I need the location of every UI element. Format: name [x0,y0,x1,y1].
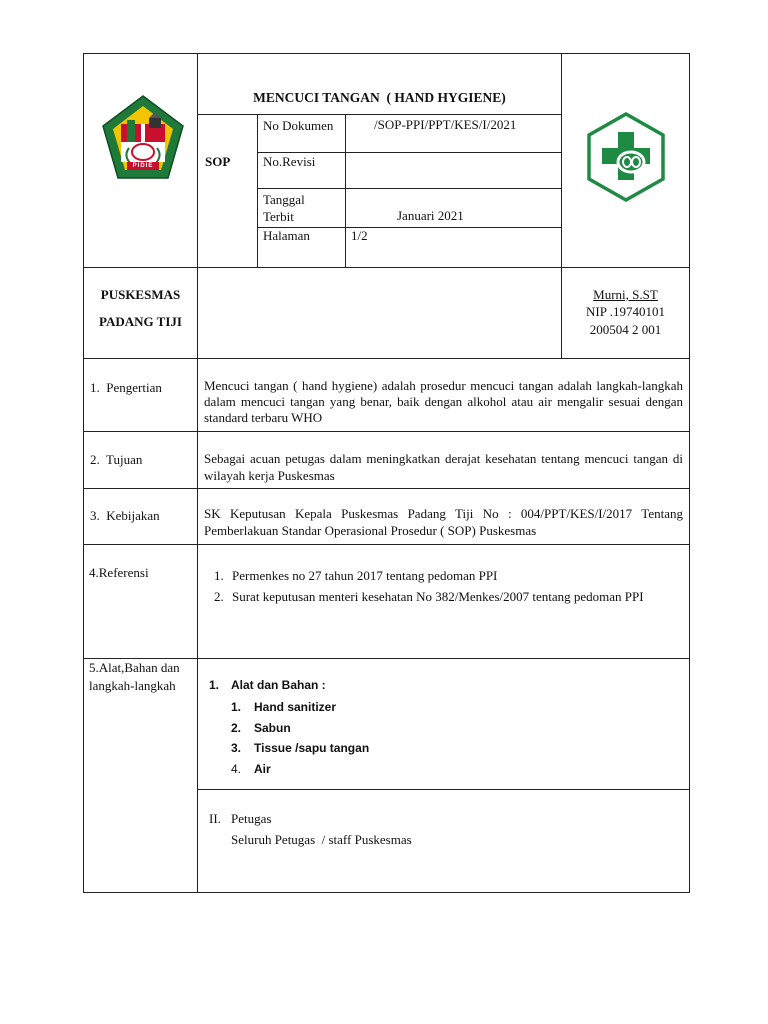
list-item [231,738,369,759]
nip-line2: 200504 2 001 [589,322,662,337]
petugas-number: II. [209,811,221,826]
field-value-halaman: 1/2 [351,228,368,243]
field-label-halaman: Halaman [263,228,310,243]
section-text-kebijakan: SK Keputusan Kepala Puskesmas Padang Tiji No : 004/PPT/KES/I/2017 Tentang Pemberlakuan Standar Operasional Prosedur ( SOP) Puskesmas [204,506,683,538]
list-item-text: Sabun [254,720,291,735]
list-item [231,697,369,718]
list-item-number: 1. [214,568,224,583]
field-label-tanggal-terbit: Tanggal Terbit [263,192,305,224]
section-label-tujuan: 2. Tujuan [90,452,143,467]
list-item-number: 1. [231,700,242,714]
alat-heading-number: 1. [209,678,220,692]
referensi-list [214,566,683,607]
puskesmas-logo [586,112,666,202]
alat-heading-text: Alat dan Bahan : [231,678,326,692]
list-item-text: Air [254,761,271,776]
logo-text: PIDIE [132,163,154,169]
petugas-title: Petugas [231,811,272,826]
field-label-no-revisi: No.Revisi [263,154,316,169]
petugas-heading [209,811,271,827]
section-label-kebijakan: 3. Kebijakan [90,508,160,523]
list-item-text: Tissue /sapu tangan [254,741,370,755]
section-label-pengertian: 1. Pengertian [90,380,162,395]
nip-line1: NIP .19740101 [586,304,665,319]
alat-heading [209,678,326,692]
list-item-text: Hand sanitizer [254,700,337,714]
field-value-no-dokumen: /SOP-PPI/PPT/KES/I/2021 [374,117,517,132]
list-item-number: 2. [231,720,242,735]
alat-list [231,697,369,779]
list-item [231,718,369,739]
signer-name: Murni, S.ST [593,287,658,302]
list-item-number: 4. [231,761,242,776]
document-title: MENCUCI TANGAN ( HAND HYGIENE) [253,90,506,105]
section-text-pengertian: Mencuci tangan ( hand hygiene) adalah prosedur mencuci tangan adalah langkah-langkah dalam mencuci tangan yang benar, baik dengan alkohol atau air mengalir sesuai dengan standard terbaru WHO [204,378,683,425]
field-value-tanggal-terbit: Januari 2021 [397,208,464,223]
pidie-logo [101,94,185,182]
org-name-line1: PUSKESMAS [100,287,181,302]
sop-label: SOP [205,154,231,169]
org-name-line2: PADANG TIJI [99,314,182,329]
list-item-text: Surat keputusan menteri kesehatan No 382/Menkes/2007 tentang pedoman PPI [232,589,644,604]
list-item [231,759,369,780]
list-item-number: 2. [214,589,224,604]
petugas-text: Seluruh Petugas / staff Puskesmas [231,832,412,847]
list-item [214,566,683,586]
list-item [214,586,683,607]
list-item-number: 3. [231,741,242,755]
section-text-tujuan: Sebagai acuan petugas dalam meningkatkan derajat kesehatan tentang mencuci tangan di wilayah kerja Puskesmas [204,451,683,483]
field-label-no-dokumen: No Dokumen [263,118,334,133]
list-item-text: Permenkes no 27 tahun 2017 tentang pedoman PPI [232,568,498,583]
section-label-alat: 5.Alat,Bahan dan langkah-langkah [89,660,180,693]
section-label-referensi: 4.Referensi [89,565,149,580]
